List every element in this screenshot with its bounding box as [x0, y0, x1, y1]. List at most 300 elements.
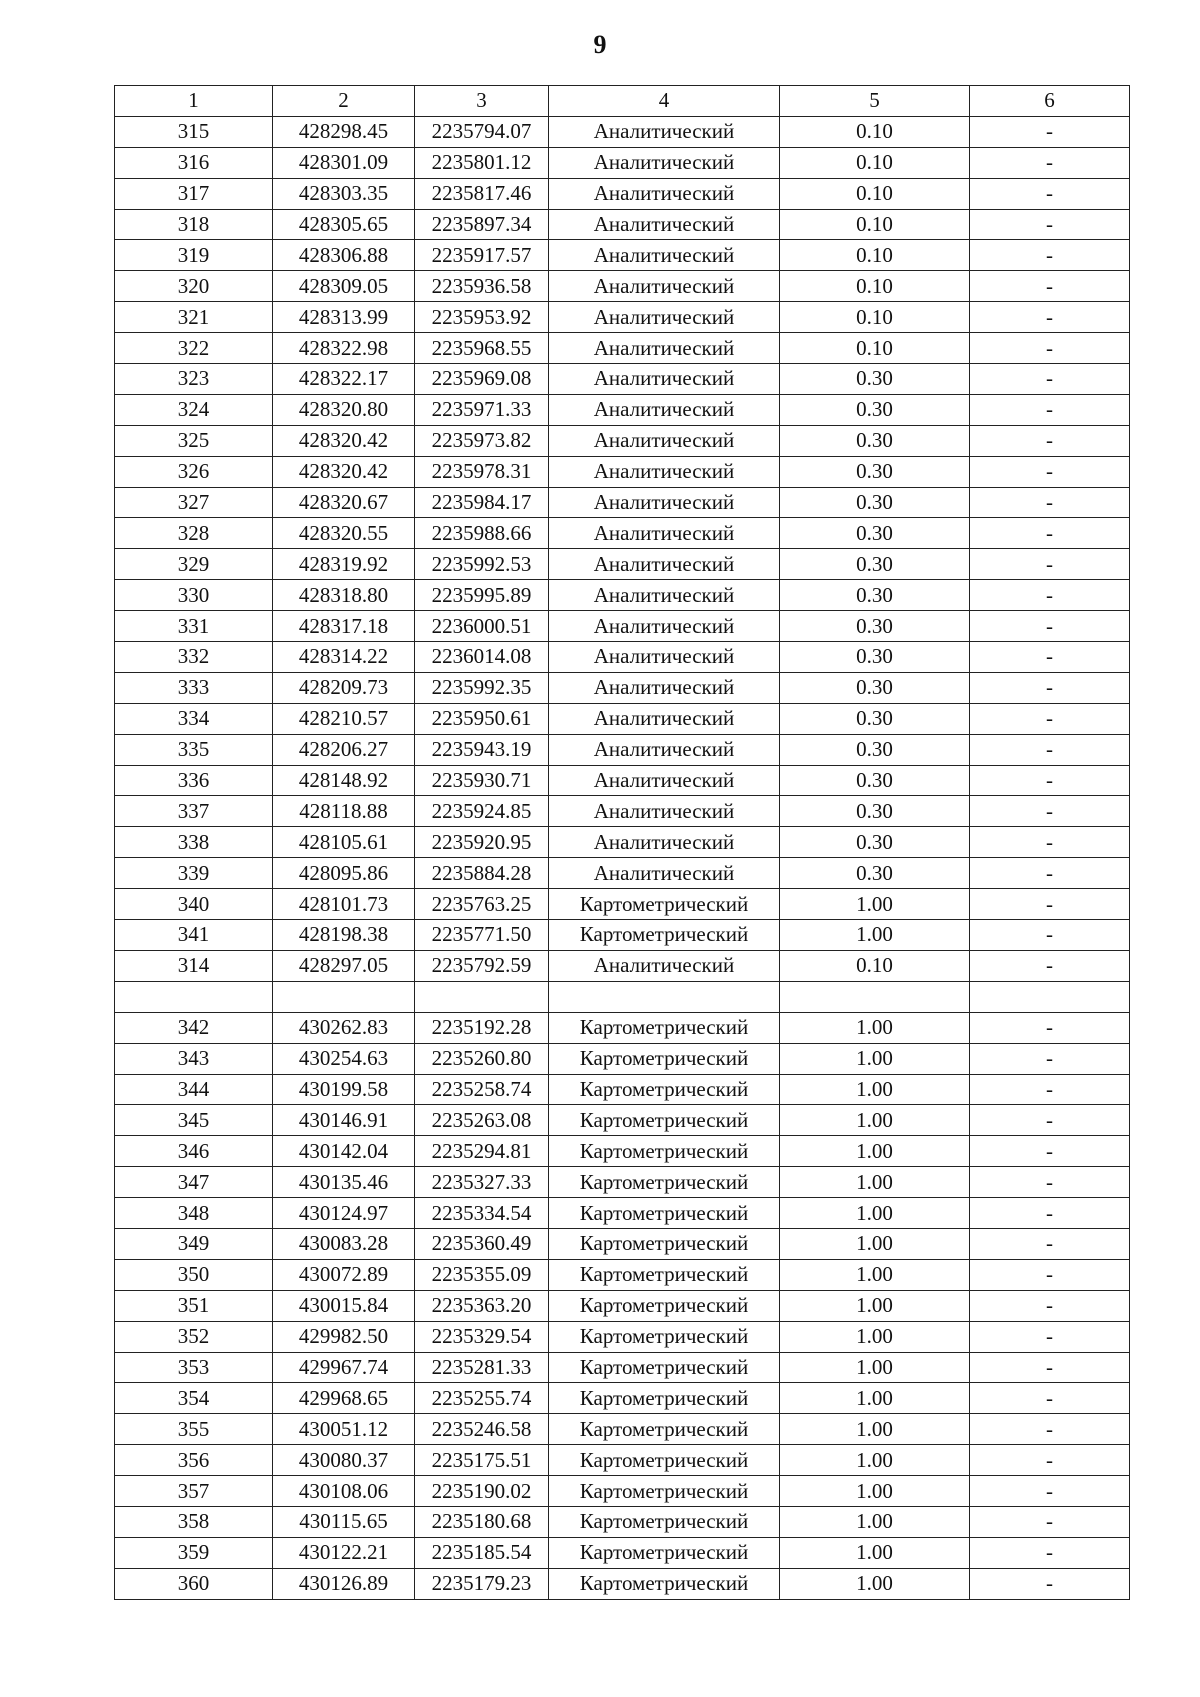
y-coordinate-cell: 2235936.58: [415, 271, 549, 302]
x-coordinate-cell: 428095.86: [273, 858, 415, 889]
accuracy-cell: 0.30: [780, 796, 970, 827]
point-number-cell: 342: [115, 1012, 273, 1043]
table-row: [115, 1043, 1130, 1074]
x-coordinate-cell: 428320.67: [273, 487, 415, 518]
point-number-cell: 339: [115, 858, 273, 889]
x-coordinate-cell: 428297.05: [273, 950, 415, 981]
table-row: [115, 1259, 1130, 1290]
table-row: [115, 518, 1130, 549]
table-row: [115, 1414, 1130, 1445]
method-cell: Картометрический: [549, 1537, 780, 1568]
y-coordinate-cell: 2235950.61: [415, 703, 549, 734]
coordinates-table: [114, 85, 1130, 1600]
accuracy-cell: 0.30: [780, 425, 970, 456]
point-number-cell: 355: [115, 1414, 273, 1445]
method-cell: Картометрический: [549, 889, 780, 920]
x-coordinate-cell: 428301.09: [273, 147, 415, 178]
accuracy-cell: 0.30: [780, 549, 970, 580]
x-coordinate-cell: 428198.38: [273, 920, 415, 951]
method-cell: Картометрический: [549, 1012, 780, 1043]
y-coordinate-cell: 2235281.33: [415, 1352, 549, 1383]
method-cell: Картометрический: [549, 1074, 780, 1105]
note-cell: -: [970, 333, 1130, 364]
x-coordinate-cell: 430126.89: [273, 1568, 415, 1599]
y-coordinate-cell: 2235190.02: [415, 1476, 549, 1507]
x-coordinate-cell: 430142.04: [273, 1136, 415, 1167]
point-number-cell: 360: [115, 1568, 273, 1599]
point-number-cell: 345: [115, 1105, 273, 1136]
y-coordinate-cell: 2235334.54: [415, 1198, 549, 1229]
y-coordinate-cell: 2235968.55: [415, 333, 549, 364]
y-coordinate-cell: 2235763.25: [415, 889, 549, 920]
x-coordinate-cell: 430124.97: [273, 1198, 415, 1229]
y-coordinate-cell: 2235988.66: [415, 518, 549, 549]
note-cell: -: [970, 518, 1130, 549]
accuracy-cell: 1.00: [780, 1445, 970, 1476]
point-number-cell: 332: [115, 642, 273, 673]
note-cell: -: [970, 302, 1130, 333]
y-coordinate-cell: 2235992.35: [415, 672, 549, 703]
x-coordinate-cell: 429982.50: [273, 1321, 415, 1352]
table-row: [115, 333, 1130, 364]
accuracy-cell: 0.10: [780, 209, 970, 240]
y-coordinate-cell: 2235263.08: [415, 1105, 549, 1136]
y-coordinate-cell: 2235969.08: [415, 364, 549, 395]
accuracy-cell: 0.30: [780, 364, 970, 395]
accuracy-cell: 1.00: [780, 1012, 970, 1043]
note-cell: -: [970, 209, 1130, 240]
accuracy-cell: 1.00: [780, 1476, 970, 1507]
method-cell: Картометрический: [549, 1043, 780, 1074]
note-cell: -: [970, 1476, 1130, 1507]
y-coordinate-cell: 2235817.46: [415, 178, 549, 209]
accuracy-cell: 1.00: [780, 920, 970, 951]
accuracy-cell: 1.00: [780, 1506, 970, 1537]
x-coordinate-cell: 428313.99: [273, 302, 415, 333]
table-row: [115, 1383, 1130, 1414]
point-number-cell: 326: [115, 456, 273, 487]
note-cell: -: [970, 1012, 1130, 1043]
y-coordinate-cell: 2235255.74: [415, 1383, 549, 1414]
method-cell: Картометрический: [549, 1568, 780, 1599]
method-cell: Аналитический: [549, 116, 780, 147]
table-row: [115, 394, 1130, 425]
y-coordinate-cell: 2235185.54: [415, 1537, 549, 1568]
note-cell: [970, 981, 1130, 1012]
accuracy-cell: 1.00: [780, 1537, 970, 1568]
x-coordinate-cell: 430122.21: [273, 1537, 415, 1568]
y-coordinate-cell: 2235971.33: [415, 394, 549, 425]
x-coordinate-cell: 428118.88: [273, 796, 415, 827]
table-row: [115, 1074, 1130, 1105]
table-row: [115, 240, 1130, 271]
point-number-cell: 319: [115, 240, 273, 271]
y-coordinate-cell: 2235897.34: [415, 209, 549, 240]
note-cell: -: [970, 580, 1130, 611]
table-row: [115, 1228, 1130, 1259]
x-coordinate-cell: 428320.80: [273, 394, 415, 425]
method-cell: Аналитический: [549, 950, 780, 981]
table-row: [115, 889, 1130, 920]
point-number-cell: 329: [115, 549, 273, 580]
method-cell: Картометрический: [549, 1167, 780, 1198]
table-row: [115, 209, 1130, 240]
y-coordinate-cell: 2235329.54: [415, 1321, 549, 1352]
accuracy-cell: 0.10: [780, 302, 970, 333]
table-row: [115, 1476, 1130, 1507]
x-coordinate-cell: 428303.35: [273, 178, 415, 209]
table-row: [115, 765, 1130, 796]
y-coordinate-cell: 2235794.07: [415, 116, 549, 147]
y-coordinate-cell: 2235363.20: [415, 1290, 549, 1321]
note-cell: -: [970, 1043, 1130, 1074]
note-cell: -: [970, 672, 1130, 703]
table-row: [115, 703, 1130, 734]
table-row: [115, 178, 1130, 209]
note-cell: -: [970, 950, 1130, 981]
y-coordinate-cell: 2235801.12: [415, 147, 549, 178]
x-coordinate-cell: 430146.91: [273, 1105, 415, 1136]
method-cell: Аналитический: [549, 240, 780, 271]
point-number-cell: 350: [115, 1259, 273, 1290]
note-cell: -: [970, 1290, 1130, 1321]
x-coordinate-cell: 428319.92: [273, 549, 415, 580]
point-number-cell: 359: [115, 1537, 273, 1568]
accuracy-cell: 0.30: [780, 703, 970, 734]
note-cell: -: [970, 364, 1130, 395]
table-row: [115, 1012, 1130, 1043]
point-number-cell: 320: [115, 271, 273, 302]
method-cell: Картометрический: [549, 1321, 780, 1352]
point-number-cell: 356: [115, 1445, 273, 1476]
accuracy-cell: 1.00: [780, 1383, 970, 1414]
note-cell: -: [970, 1105, 1130, 1136]
x-coordinate-cell: 428320.42: [273, 425, 415, 456]
method-cell: Картометрический: [549, 1476, 780, 1507]
table-row: [115, 1537, 1130, 1568]
y-coordinate-cell: 2235930.71: [415, 765, 549, 796]
accuracy-cell: 1.00: [780, 1074, 970, 1105]
method-cell: Аналитический: [549, 642, 780, 673]
x-coordinate-cell: 430115.65: [273, 1506, 415, 1537]
table-row: [115, 425, 1130, 456]
x-coordinate-cell: 430051.12: [273, 1414, 415, 1445]
column-header: 5: [780, 86, 970, 117]
x-coordinate-cell: 430080.37: [273, 1445, 415, 1476]
method-cell: Аналитический: [549, 796, 780, 827]
table-row: [115, 950, 1130, 981]
table-row: [115, 1352, 1130, 1383]
method-cell: Аналитический: [549, 765, 780, 796]
y-coordinate-cell: 2235294.81: [415, 1136, 549, 1167]
x-coordinate-cell: 429968.65: [273, 1383, 415, 1414]
note-cell: -: [970, 1506, 1130, 1537]
accuracy-cell: 0.30: [780, 827, 970, 858]
accuracy-cell: 1.00: [780, 1228, 970, 1259]
accuracy-cell: 0.30: [780, 580, 970, 611]
method-cell: Картометрический: [549, 1506, 780, 1537]
y-coordinate-cell: 2235258.74: [415, 1074, 549, 1105]
point-number-cell: 357: [115, 1476, 273, 1507]
table-body: [115, 116, 1130, 1599]
accuracy-cell: 0.10: [780, 240, 970, 271]
x-coordinate-cell: 428320.55: [273, 518, 415, 549]
y-coordinate-cell: 2235984.17: [415, 487, 549, 518]
note-cell: -: [970, 889, 1130, 920]
x-coordinate-cell: 430254.63: [273, 1043, 415, 1074]
accuracy-cell: 0.10: [780, 178, 970, 209]
accuracy-cell: 0.30: [780, 487, 970, 518]
note-cell: -: [970, 920, 1130, 951]
method-cell: Аналитический: [549, 858, 780, 889]
accuracy-cell: [780, 981, 970, 1012]
note-cell: -: [970, 549, 1130, 580]
accuracy-cell: 1.00: [780, 1136, 970, 1167]
point-number-cell: 343: [115, 1043, 273, 1074]
x-coordinate-cell: 428314.22: [273, 642, 415, 673]
point-number-cell: 344: [115, 1074, 273, 1105]
x-coordinate-cell: 428206.27: [273, 734, 415, 765]
table-row: [115, 1506, 1130, 1537]
point-number-cell: 341: [115, 920, 273, 951]
y-coordinate-cell: 2235978.31: [415, 456, 549, 487]
y-coordinate-cell: [415, 981, 549, 1012]
table-row: [115, 672, 1130, 703]
method-cell: Аналитический: [549, 147, 780, 178]
point-number-cell: 328: [115, 518, 273, 549]
note-cell: -: [970, 1414, 1130, 1445]
table-row: [115, 1321, 1130, 1352]
note-cell: -: [970, 1074, 1130, 1105]
table-row: [115, 487, 1130, 518]
note-cell: -: [970, 1383, 1130, 1414]
y-coordinate-cell: 2235180.68: [415, 1506, 549, 1537]
method-cell: Аналитический: [549, 456, 780, 487]
column-header: 1: [115, 86, 273, 117]
y-coordinate-cell: 2235355.09: [415, 1259, 549, 1290]
table-row: [115, 302, 1130, 333]
accuracy-cell: 0.30: [780, 672, 970, 703]
y-coordinate-cell: 2235953.92: [415, 302, 549, 333]
point-number-cell: 337: [115, 796, 273, 827]
note-cell: -: [970, 487, 1130, 518]
table-row: [115, 1445, 1130, 1476]
note-cell: -: [970, 1352, 1130, 1383]
method-cell: Аналитический: [549, 209, 780, 240]
table-row: [115, 1198, 1130, 1229]
note-cell: -: [970, 703, 1130, 734]
method-cell: Картометрический: [549, 1352, 780, 1383]
point-number-cell: 338: [115, 827, 273, 858]
x-coordinate-cell: 428298.45: [273, 116, 415, 147]
accuracy-cell: 1.00: [780, 1105, 970, 1136]
accuracy-cell: 0.10: [780, 147, 970, 178]
accuracy-cell: 1.00: [780, 1290, 970, 1321]
method-cell: Картометрический: [549, 1445, 780, 1476]
method-cell: Аналитический: [549, 549, 780, 580]
y-coordinate-cell: 2235917.57: [415, 240, 549, 271]
method-cell: Картометрический: [549, 1228, 780, 1259]
table-row: [115, 364, 1130, 395]
method-cell: Аналитический: [549, 672, 780, 703]
x-coordinate-cell: 429967.74: [273, 1352, 415, 1383]
note-cell: -: [970, 147, 1130, 178]
x-coordinate-cell: 428317.18: [273, 611, 415, 642]
column-header: 6: [970, 86, 1130, 117]
point-number-cell: 324: [115, 394, 273, 425]
method-cell: Аналитический: [549, 333, 780, 364]
y-coordinate-cell: 2235884.28: [415, 858, 549, 889]
point-number-cell: 318: [115, 209, 273, 240]
point-number-cell: 325: [115, 425, 273, 456]
y-coordinate-cell: 2235792.59: [415, 950, 549, 981]
method-cell: Аналитический: [549, 425, 780, 456]
x-coordinate-cell: [273, 981, 415, 1012]
y-coordinate-cell: 2235943.19: [415, 734, 549, 765]
method-cell: Картометрический: [549, 1290, 780, 1321]
x-coordinate-cell: 430015.84: [273, 1290, 415, 1321]
y-coordinate-cell: 2235360.49: [415, 1228, 549, 1259]
y-coordinate-cell: 2235246.58: [415, 1414, 549, 1445]
x-coordinate-cell: 430072.89: [273, 1259, 415, 1290]
x-coordinate-cell: 430108.06: [273, 1476, 415, 1507]
note-cell: -: [970, 116, 1130, 147]
table-row: [115, 920, 1130, 951]
y-coordinate-cell: 2235924.85: [415, 796, 549, 827]
column-header: 2: [273, 86, 415, 117]
x-coordinate-cell: 428306.88: [273, 240, 415, 271]
point-number-cell: [115, 981, 273, 1012]
method-cell: Картометрический: [549, 1136, 780, 1167]
point-number-cell: 323: [115, 364, 273, 395]
table-row: [115, 642, 1130, 673]
x-coordinate-cell: 428305.65: [273, 209, 415, 240]
note-cell: -: [970, 1228, 1130, 1259]
note-cell: -: [970, 796, 1130, 827]
method-cell: Аналитический: [549, 580, 780, 611]
point-number-cell: 327: [115, 487, 273, 518]
table-row: [115, 1568, 1130, 1599]
accuracy-cell: 0.30: [780, 456, 970, 487]
table-row: [115, 147, 1130, 178]
method-cell: Аналитический: [549, 178, 780, 209]
point-number-cell: 330: [115, 580, 273, 611]
table-row: [115, 1167, 1130, 1198]
x-coordinate-cell: 428322.98: [273, 333, 415, 364]
y-coordinate-cell: 2235771.50: [415, 920, 549, 951]
note-cell: -: [970, 1445, 1130, 1476]
table-row: [115, 611, 1130, 642]
point-number-cell: 340: [115, 889, 273, 920]
method-cell: Аналитический: [549, 271, 780, 302]
note-cell: -: [970, 734, 1130, 765]
method-cell: Аналитический: [549, 394, 780, 425]
note-cell: -: [970, 1136, 1130, 1167]
note-cell: -: [970, 1259, 1130, 1290]
y-coordinate-cell: 2235175.51: [415, 1445, 549, 1476]
point-number-cell: 347: [115, 1167, 273, 1198]
point-number-cell: 351: [115, 1290, 273, 1321]
table-row: [115, 858, 1130, 889]
note-cell: -: [970, 240, 1130, 271]
note-cell: -: [970, 1167, 1130, 1198]
note-cell: -: [970, 858, 1130, 889]
table-row: [115, 1105, 1130, 1136]
method-cell: Аналитический: [549, 302, 780, 333]
point-number-cell: 349: [115, 1228, 273, 1259]
x-coordinate-cell: 430199.58: [273, 1074, 415, 1105]
point-number-cell: 333: [115, 672, 273, 703]
method-cell: Аналитический: [549, 611, 780, 642]
point-number-cell: 334: [115, 703, 273, 734]
note-cell: -: [970, 642, 1130, 673]
x-coordinate-cell: 428210.57: [273, 703, 415, 734]
table-row: [115, 1290, 1130, 1321]
x-coordinate-cell: 430083.28: [273, 1228, 415, 1259]
point-number-cell: 354: [115, 1383, 273, 1414]
x-coordinate-cell: 428320.42: [273, 456, 415, 487]
y-coordinate-cell: 2235327.33: [415, 1167, 549, 1198]
note-cell: -: [970, 765, 1130, 796]
note-cell: -: [970, 1537, 1130, 1568]
method-cell: Аналитический: [549, 734, 780, 765]
column-header: 4: [549, 86, 780, 117]
accuracy-cell: 1.00: [780, 1352, 970, 1383]
method-cell: Аналитический: [549, 518, 780, 549]
table-row: [115, 116, 1130, 147]
accuracy-cell: 0.30: [780, 858, 970, 889]
note-cell: -: [970, 456, 1130, 487]
point-number-cell: 315: [115, 116, 273, 147]
accuracy-cell: 0.10: [780, 271, 970, 302]
column-header: 3: [415, 86, 549, 117]
method-cell: Аналитический: [549, 364, 780, 395]
method-cell: Картометрический: [549, 1414, 780, 1445]
accuracy-cell: 1.00: [780, 889, 970, 920]
x-coordinate-cell: 428148.92: [273, 765, 415, 796]
table-header-row: [115, 86, 1130, 117]
x-coordinate-cell: 428318.80: [273, 580, 415, 611]
accuracy-cell: 1.00: [780, 1414, 970, 1445]
y-coordinate-cell: 2235179.23: [415, 1568, 549, 1599]
accuracy-cell: 1.00: [780, 1568, 970, 1599]
x-coordinate-cell: 428105.61: [273, 827, 415, 858]
note-cell: -: [970, 271, 1130, 302]
table-row: [115, 549, 1130, 580]
method-cell: Картометрический: [549, 1198, 780, 1229]
note-cell: -: [970, 178, 1130, 209]
table-row: [115, 271, 1130, 302]
accuracy-cell: 1.00: [780, 1259, 970, 1290]
x-coordinate-cell: 430262.83: [273, 1012, 415, 1043]
accuracy-cell: 0.30: [780, 611, 970, 642]
table-row: [115, 456, 1130, 487]
accuracy-cell: 1.00: [780, 1167, 970, 1198]
method-cell: Картометрический: [549, 1105, 780, 1136]
table-row: [115, 827, 1130, 858]
point-number-cell: 358: [115, 1506, 273, 1537]
x-coordinate-cell: 428101.73: [273, 889, 415, 920]
note-cell: -: [970, 394, 1130, 425]
note-cell: -: [970, 425, 1130, 456]
accuracy-cell: 1.00: [780, 1321, 970, 1352]
note-cell: -: [970, 827, 1130, 858]
point-number-cell: 335: [115, 734, 273, 765]
note-cell: -: [970, 1321, 1130, 1352]
point-number-cell: 336: [115, 765, 273, 796]
page-number: 9: [593, 30, 607, 59]
y-coordinate-cell: 2235260.80: [415, 1043, 549, 1074]
